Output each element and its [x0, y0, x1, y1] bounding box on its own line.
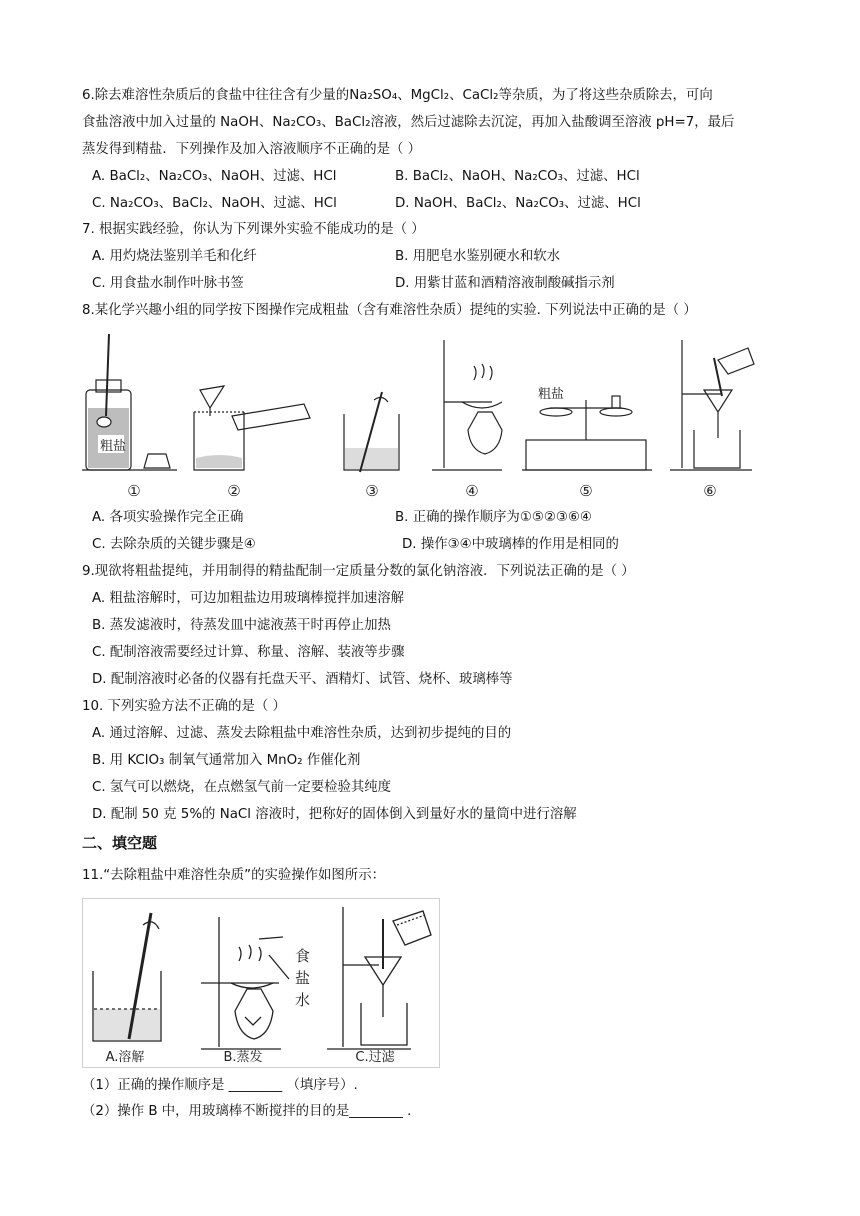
- q9-option-b: B. 蒸发滤液时，待蒸发皿中滤液蒸干时再停止加热: [92, 618, 391, 633]
- q7-option-b: B. 用肥皂水鉴别硬水和软水: [395, 249, 560, 264]
- q6-option-b: B. BaCl₂、NaOH、Na₂CO₃、过滤、HCl: [395, 169, 640, 184]
- q11-filter-figure: [327, 907, 431, 1049]
- q6-line3: 蒸发得到精盐．下列操作及加入溶液顺序不正确的是（ ）: [82, 142, 422, 157]
- q8-jar-figure: [82, 334, 177, 470]
- q8-option-b: B. 正确的操作顺序为①⑤②③⑥④: [395, 510, 592, 525]
- q11-fig-label-a: A.溶解: [105, 1050, 145, 1065]
- q8-fig-label-3: ③: [365, 482, 379, 500]
- q11-figure-frame: [82, 898, 440, 1068]
- q11-sub1: （1）正确的操作顺序是 ________ （填序号）.: [82, 1078, 358, 1093]
- q10-stem: 10. 下列实验方法不正确的是（ ）: [82, 699, 286, 714]
- q7-stem: 7. 根据实践经验，你认为下列课外实验不能成功的是（ ）: [82, 222, 425, 237]
- q8-figure: [82, 330, 762, 508]
- q11-evap-figure: [201, 917, 289, 1049]
- q11-stem: 11.“去除粗盐中难溶性杂质”的实验操作如图所示：: [82, 868, 385, 883]
- q8-balance-figure: [522, 396, 652, 470]
- q6-option-a: A. BaCl₂、Na₂CO₃、NaOH、过滤、HCl: [92, 169, 337, 184]
- q8-fig-label-6: ⑥: [703, 482, 717, 500]
- q8-option-d: D. 操作③④中玻璃棒的作用是相同的: [402, 537, 619, 552]
- q8-filter-figure: [670, 340, 754, 470]
- q10-option-c: C. 氢气可以燃烧，在点燃氢气前一定要检验其纯度: [92, 780, 392, 795]
- q10-option-a: A. 通过溶解、过滤、蒸发去除粗盐中难溶性杂质，达到初步提纯的目的: [92, 726, 512, 741]
- q7-option-d: D. 用紫甘蓝和酒精溶液制酸碱指示剂: [395, 276, 615, 291]
- q6-option-c: C. Na₂CO₃、BaCl₂、NaOH、过滤、HCl: [92, 196, 337, 211]
- q10-option-d: D. 配制 50 克 5%的 NaCl 溶液时，把称好的固体倒入到量好水的量筒中进行溶解: [92, 807, 577, 822]
- q8-pour-figure: [194, 386, 310, 470]
- q9-option-a: A. 粗盐溶解时，可边加粗盐边用玻璃棒搅拌加速溶解: [92, 591, 405, 606]
- q11-fig-label-c: C.过滤: [355, 1050, 395, 1065]
- q11-dissolve-figure: [93, 913, 161, 1041]
- q8-fig-label-1: ①: [127, 482, 141, 500]
- q8-balance-label: 粗盐: [538, 387, 565, 402]
- q9-option-d: D. 配制溶液时必备的仪器有托盘天平、酒精灯、试管、烧杯、玻璃棒等: [92, 672, 513, 687]
- q8-evap-figure: [432, 340, 502, 470]
- q11-fig-label-b: B.蒸发: [223, 1050, 263, 1065]
- q7-option-c: C. 用食盐水制作叶脉书签: [92, 276, 244, 291]
- q8-jar-label: 粗盐: [100, 439, 127, 454]
- q8-fig-label-2: ②: [227, 482, 241, 500]
- q8-stir-figure: [344, 392, 399, 472]
- q11-salt-water-1: 食: [295, 947, 311, 965]
- q11-salt-water-3: 水: [295, 991, 311, 1009]
- q6-option-d: D. NaOH、BaCl₂、Na₂CO₃、过滤、HCl: [395, 196, 641, 211]
- q8-stem: 8.某化学兴趣小组的同学按下图操作完成粗盐（含有难溶性杂质）提纯的实验. 下列说法中正确的是（ ）: [82, 303, 697, 318]
- q8-fig-label-5: ⑤: [579, 482, 593, 500]
- q9-stem: 9.现欲将粗盐提纯，并用制得的精盐配制一定质量分数的氯化钠溶液．下列说法正确的是（ ）: [82, 564, 635, 579]
- q10-option-b: B. 用 KClO₃ 制氧气通常加入 MnO₂ 作催化剂: [92, 753, 361, 768]
- section-title-fill-in: 二、填空题: [82, 834, 158, 852]
- q11-sub2: （2）操作 B 中，用玻璃棒不断搅拌的目的是________ .: [82, 1104, 412, 1119]
- q8-option-c: C. 去除杂质的关键步骤是④: [92, 537, 256, 552]
- q11-figure: [83, 899, 439, 1067]
- q7-option-a: A. 用灼烧法鉴别羊毛和化纤: [92, 249, 257, 264]
- q6-line2: 食盐溶液中加入过量的 NaOH、Na₂CO₃、BaCl₂溶液，然后过滤除去沉淀，再加入盐酸调至溶液 pH=7，最后: [82, 115, 735, 130]
- q6-line1: 6.除去难溶性杂质后的食盐中往往含有少量的Na₂SO₄、MgCl₂、CaCl₂等杂质，为了将这些杂质除去，可向: [82, 88, 713, 103]
- q11-salt-water-2: 盐: [295, 969, 311, 987]
- q9-option-c: C. 配制溶液需要经过计算、称量、溶解、装液等步骤: [92, 645, 405, 660]
- q8-option-a: A. 各项实验操作完全正确: [92, 510, 244, 525]
- q8-fig-label-4: ④: [465, 482, 479, 500]
